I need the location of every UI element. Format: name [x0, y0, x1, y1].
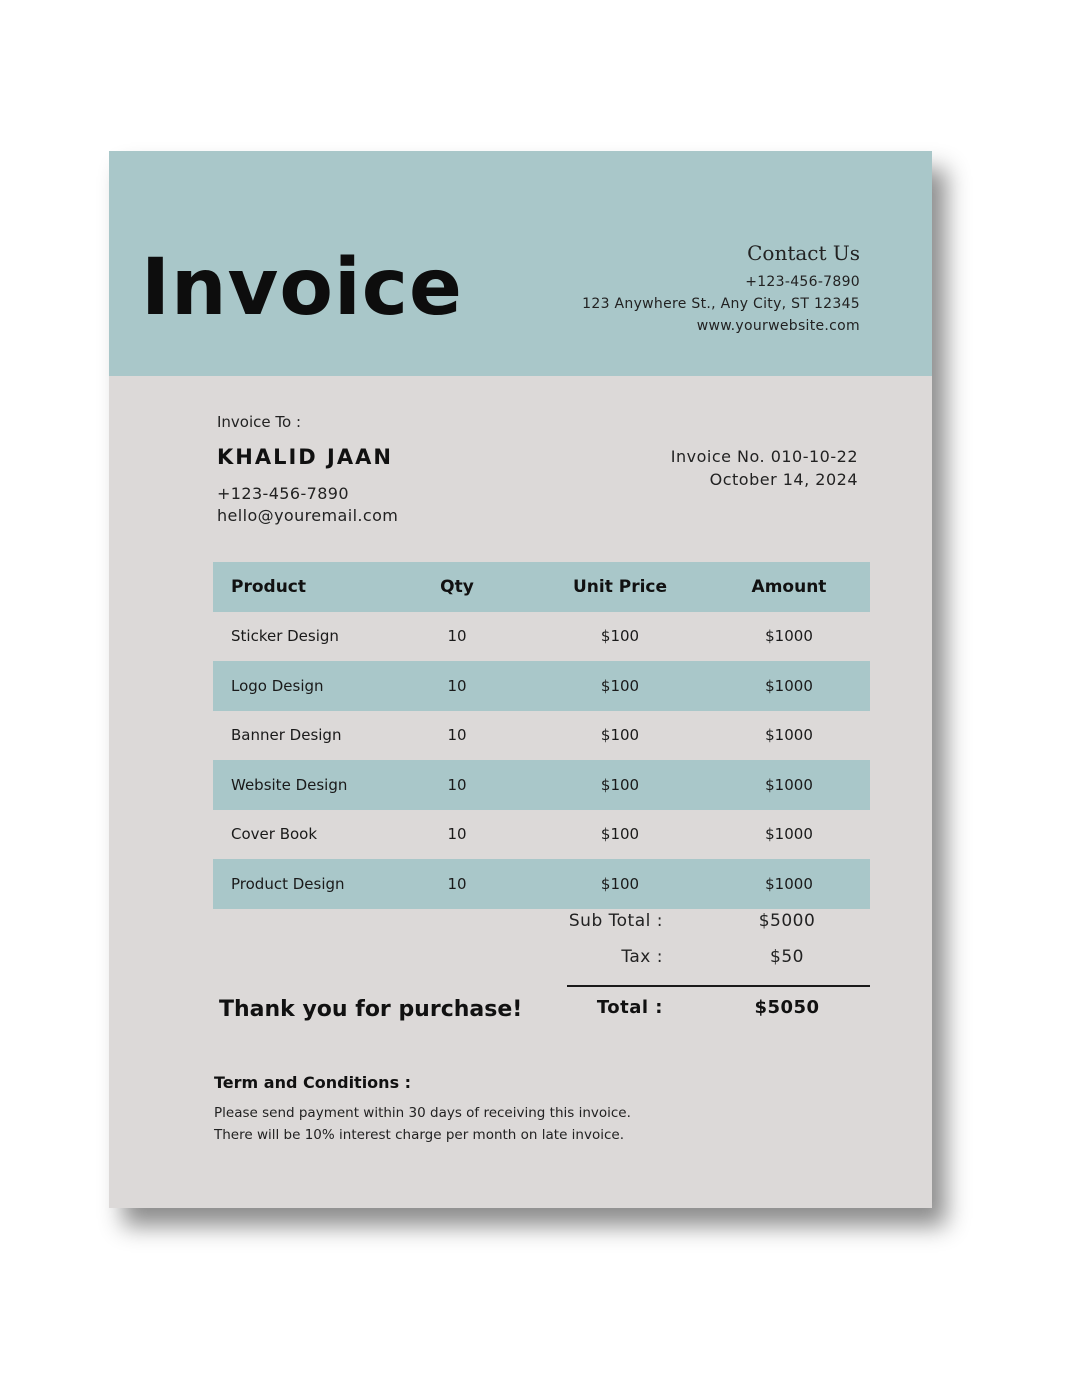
product-cell: Website Design [231, 775, 348, 794]
unit-price-cell: $100 [600, 627, 640, 646]
table-row [213, 859, 870, 909]
client-name: KHALID JAAN [217, 445, 393, 469]
total-row [567, 997, 870, 1027]
table-row [213, 760, 870, 810]
client-phone: +123-456-7890 [217, 484, 349, 503]
qty-cell: 10 [447, 726, 467, 745]
table-row [213, 661, 870, 711]
terms-line: There will be 10% interest charge per month on late invoice. [214, 1127, 624, 1143]
product-cell: Cover Book [231, 825, 318, 844]
invoice-date: October 14, 2024 [709, 470, 858, 489]
amount-cell: $1000 [765, 676, 813, 695]
terms-line: Please send payment within 30 days of receiving this invoice. [214, 1105, 631, 1121]
invoice-number: Invoice No. 010-10-22 [670, 447, 858, 466]
table-row [213, 612, 870, 662]
product-cell: Banner Design [231, 726, 342, 745]
table-row [213, 810, 870, 860]
contact-website: www.yourwebsite.com [696, 318, 860, 334]
items-table [213, 562, 870, 909]
terms-block [214, 1073, 631, 1146]
amount-cell: $1000 [765, 726, 813, 745]
column-header-qty: Qty [440, 576, 474, 597]
page-title: Invoice [141, 243, 463, 333]
contact-heading: Contact Us [747, 241, 860, 265]
tax-row [567, 947, 870, 983]
invoice-header [109, 151, 932, 376]
amount-cell: $1000 [765, 874, 813, 893]
totals-summary [567, 911, 870, 1018]
qty-cell: 10 [447, 825, 467, 844]
unit-price-cell: $100 [600, 726, 640, 745]
column-header-unit-price: Unit Price [572, 576, 668, 597]
qty-cell: 10 [447, 676, 467, 695]
client-email: hello@youremail.com [217, 506, 399, 525]
bill-to-block [217, 413, 398, 527]
unit-price-cell: $100 [600, 775, 640, 794]
amount-cell: $1000 [765, 775, 813, 794]
contact-block [582, 241, 860, 337]
product-cell: Logo Design [231, 676, 324, 695]
invoice-meta [671, 445, 858, 491]
amount-cell: $1000 [765, 825, 813, 844]
bill-to-label: Invoice To : [217, 413, 302, 431]
tax-value: $50 [770, 947, 804, 967]
subtotal-value: $5000 [758, 911, 816, 931]
contact-phone: +123-456-7890 [745, 274, 860, 290]
product-cell: Sticker Design [231, 627, 339, 646]
table-header-row [213, 562, 870, 612]
table-row [213, 711, 870, 761]
total-value: $5050 [754, 997, 820, 1018]
contact-address: 123 Anywhere St., Any City, ST 12345 [582, 296, 860, 312]
column-header-amount: Amount [751, 576, 827, 597]
qty-cell: 10 [447, 775, 467, 794]
thank-you-message: Thank you for purchase! [219, 997, 523, 1022]
subtotal-row [567, 911, 870, 947]
invoice-page [109, 151, 932, 1208]
product-cell: Product Design [231, 874, 345, 893]
tax-label: Tax : [621, 947, 663, 967]
unit-price-cell: $100 [600, 825, 640, 844]
total-label: Total : [596, 997, 663, 1018]
unit-price-cell: $100 [600, 874, 640, 893]
unit-price-cell: $100 [600, 676, 640, 695]
qty-cell: 10 [447, 627, 467, 646]
totals-divider [567, 985, 870, 987]
terms-heading: Term and Conditions : [214, 1073, 412, 1092]
column-header-product: Product [231, 576, 306, 597]
amount-cell: $1000 [765, 627, 813, 646]
subtotal-label: Sub Total : [568, 911, 663, 931]
qty-cell: 10 [447, 874, 467, 893]
